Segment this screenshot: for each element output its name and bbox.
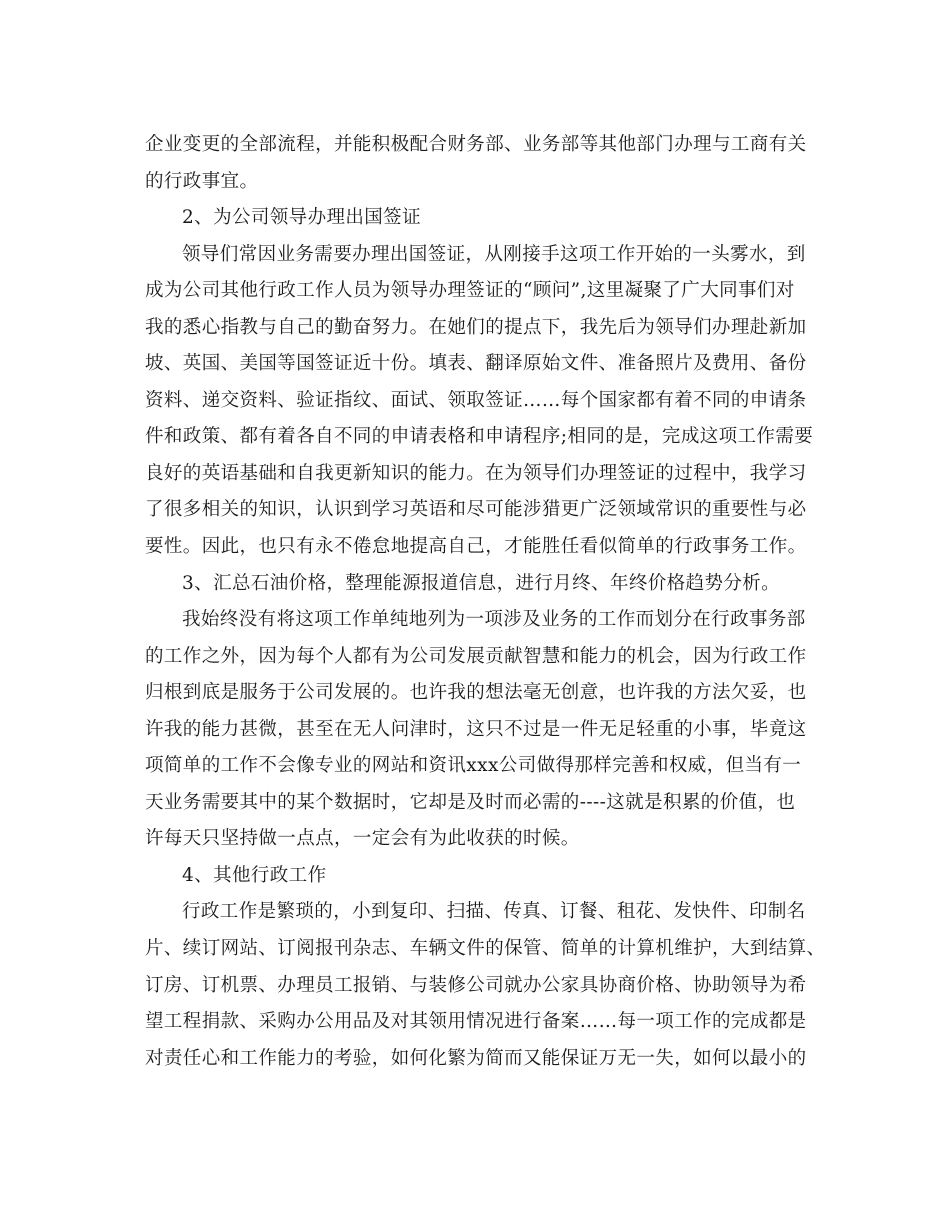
- section-heading: 3、汇总石油价格，整理能源报道信息，进行月终、年终价格趋势分析。: [182, 572, 781, 594]
- text-line: 成为公司其他行政工作人员为领导办理签证的“顾问”,这里凝聚了广大同事们对: [145, 280, 795, 302]
- text-line: 件和政策、都有着各自不同的申请表格和申请程序;相同的是，完成这项工作需要: [145, 426, 814, 448]
- text-line: 项简单的工作不会像专业的网站和资讯xxx公司做得那样完善和权威，但当有一: [145, 755, 802, 777]
- text-line: 领导们常因业务需要办理出国签证，从刚接手这项工作开始的一头雾水，到: [182, 243, 806, 265]
- text-line: 订房、订机票、办理员工报销、与装修公司就办公家具协商价格、协助领导为希: [145, 974, 807, 996]
- text-line: 的工作之外，因为每个人都有为公司发展贡献智慧和能力的机会，因为行政工作: [145, 645, 807, 667]
- text-line: 许我的能力甚微，甚至在无人问津时，这只不过是一件无足轻重的小事，毕竟这: [145, 718, 807, 740]
- section-heading: 2、为公司领导办理出国签证: [182, 207, 421, 229]
- text-line: 行政工作是繁琐的，小到复印、扫描、传真、订餐、租花、发快件、印制名: [182, 901, 806, 923]
- text-line: 的行政事宜。: [145, 170, 259, 192]
- section-heading: 4、其他行政工作: [182, 864, 327, 886]
- text-line: 要性。因此，也只有永不倦怠地提高自己，才能胜任看似简单的行政事务工作。: [145, 536, 807, 558]
- text-line: 资料、递交资料、验证指纹、面试、领取签证……每个国家都有着不同的申请条: [145, 389, 807, 411]
- text-line: 许每天只坚持做一点点，一定会有为此收获的时候。: [145, 828, 580, 850]
- text-line: 我始终没有将这项工作单纯地列为一项涉及业务的工作而划分在行政事务部: [182, 609, 806, 631]
- text-line: 坡、英国、美国等国签证近十份。填表、翻译原始文件、准备照片及费用、备份: [145, 353, 807, 375]
- text-line: 归根到底是服务于公司发展的。也许我的想法毫无创意，也许我的方法欠妥，也: [145, 682, 807, 704]
- text-line: 望工程捐款、采购办公用品及对其领用情况进行备案……每一项工作的完成都是: [145, 1011, 807, 1033]
- text-line: 企业变更的全部流程，并能积极配合财务部、业务部等其他部门办理与工商有关: [145, 134, 807, 155]
- text-line: 片、续订网站、订阅报刊杂志、车辆文件的保管、简单的计算机维护，大到结算、: [145, 938, 826, 960]
- text-line: 天业务需要其中的某个数据时，它却是及时而必需的----这就是积累的价值，也: [145, 791, 796, 813]
- text-line: 良好的英语基础和自我更新知识的能力。在为领导们办理签证的过程中，我学习: [145, 462, 807, 484]
- text-line: 对责任心和工作能力的考验，如何化繁为简而又能保证万无一失，如何以最小的: [145, 1047, 807, 1069]
- document-body: [145, 127, 826, 1077]
- text-line: 我的悉心指教与自己的勤奋努力。在她们的提点下，我先后为领导们办理赴新加: [145, 316, 807, 338]
- text-line: 了很多相关的知识，认识到学习英语和尽可能涉猎更广泛领域常识的重要性与必: [145, 499, 807, 521]
